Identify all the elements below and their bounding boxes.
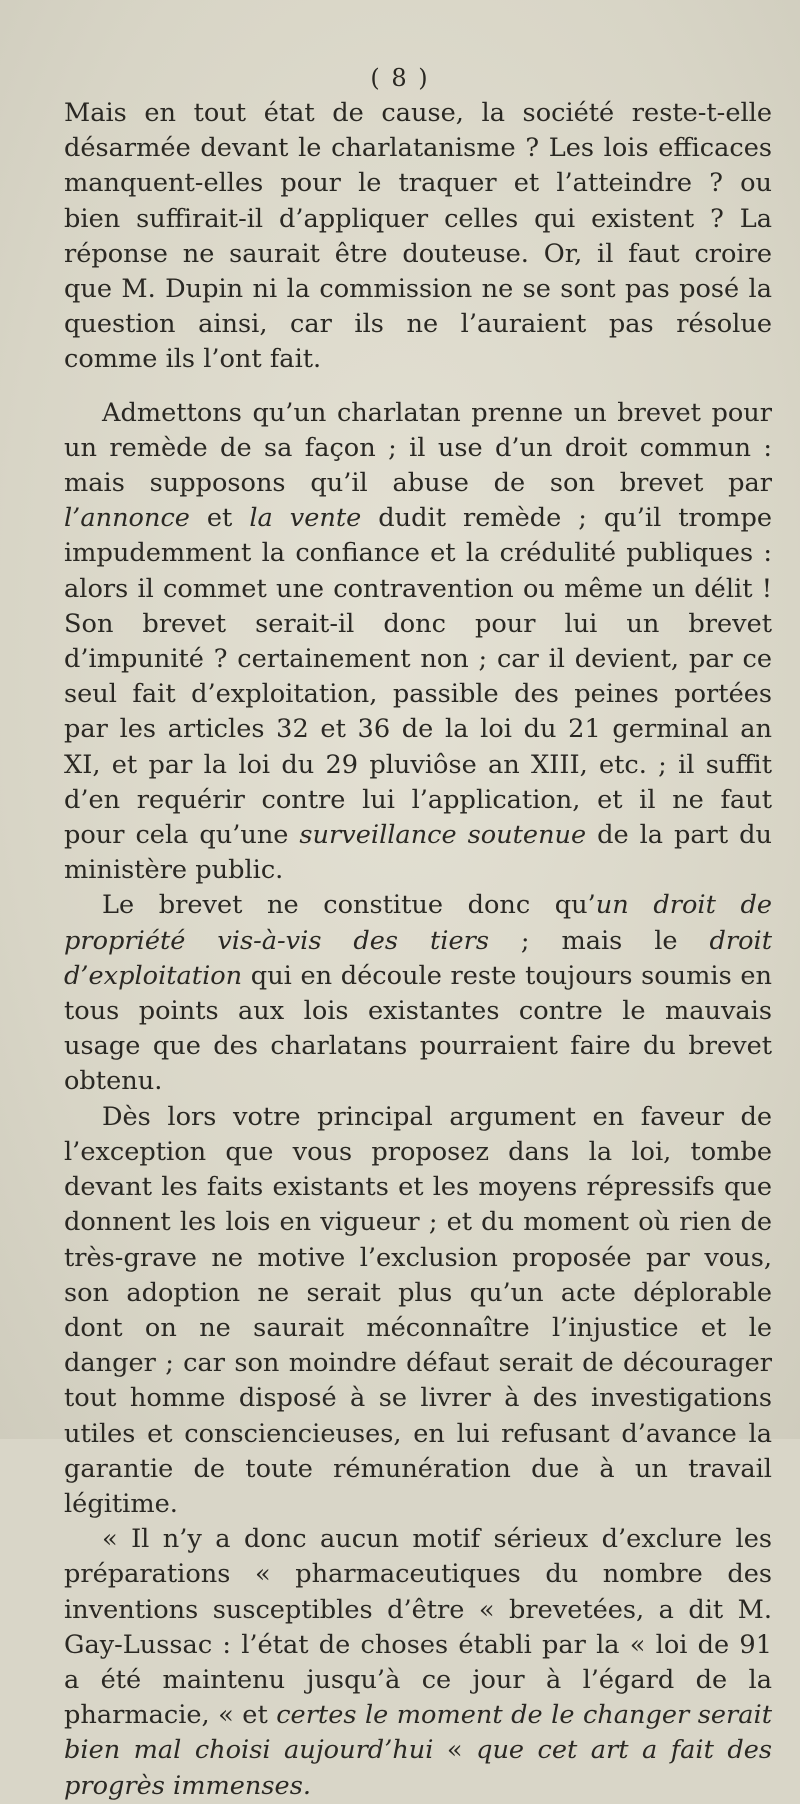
italic-run: la vente <box>249 503 362 534</box>
paragraph <box>64 1522 772 1804</box>
text-run: qui en découle reste toujours soumis en tous points aux lois existantes contre le mauvais usage que des charlatans pourraient faire du brevet obtenu. <box>64 960 772 1097</box>
text-run: ; mais le <box>488 925 710 956</box>
text-run: Dès lors votre principal argument en faveur de l’exception que vous proposez dans la loi, tombe devant les faits existants et les moyens répressifs que donnent les lois en vigueur ; et du moment où rien de très-grave ne motive l’exclusion proposée par vous, son adoption ne serait plus qu’un acte déplorable dont on ne saurait méconnaître l’injustice et le danger ; car son moindre défaut serait de décourager tout homme disposé à se livrer à des investigations utiles et consciencieuses, en lui refusant d’avance la garantie de toute rémunération due à un travail légitime. <box>64 1101 772 1519</box>
paragraph-gap <box>64 378 772 396</box>
italic-run: un droit de propriété vis-à-vis des tiers <box>64 890 772 956</box>
text-run: Mais en tout état de cause, la société reste-t-elle désarmée devant le charlatanisme ? Les lois efficaces manquent-elles pour le traquer et l’atteindre ? ou bien suffirait-il d’appliquer celles qui existent ? La réponse ne saurait être douteuse. Or, il faut croire que M. Dupin ni la commission ne se sont pas posé la question ainsi, car ils ne l’auraient pas résolue comme ils l’ont fait. <box>64 98 772 375</box>
text-run: Le brevet ne constitue donc qu’ <box>102 890 596 921</box>
italic-run: certes le moment de le changer serait bien mal choisi aujourd’hui <box>64 1700 772 1766</box>
italic-run: l’annonce <box>64 503 190 534</box>
text-run: « Il n’y a donc aucun motif sérieux d’exclure les préparations « pharmaceutiques du nombre des inventions susceptibles d’être « brevetées, a dit M. Gay-Lussac : l’état de choses établi par la « loi de 91 a été maintenu jusqu’à ce jour à l’égard de la pharmacie, « et <box>64 1524 772 1731</box>
page-number: ( 8 ) <box>370 64 430 92</box>
paragraph <box>64 96 772 378</box>
italic-run: surveillance soutenue <box>299 820 587 851</box>
text-run: de la part du ministère public. <box>64 820 772 886</box>
paragraph <box>64 396 772 889</box>
text-run: dudit remède ; qu’il trompe impudemment la confiance et la crédulité publiques : alors il commet une contravention ou même un délit ! Son brevet serait-il donc pour lui un brevet d’impunité ? certainement non ; car il devient, par ce seul fait d’exploitation, passible des peines portées par les articles 32 et 36 de la loi du 21 germinal an XI, et par la loi du 29 pluviôse an XIII, etc. ; il suffit d’en requérir contre lui l’application, et il ne faut pour cela qu’une <box>64 503 772 851</box>
italic-run: droit d’exploitation <box>64 925 772 991</box>
text-run: et <box>189 503 250 534</box>
text-run: « <box>433 1735 477 1766</box>
paragraph <box>64 1100 772 1522</box>
text-run: Admettons qu’un charlatan prenne un brevet pour un remède de sa façon ; il use d’un droit commun : mais supposons qu’il abuse de son brevet par <box>64 397 772 499</box>
italic-run: que cet art a fait des progrès immenses. <box>64 1735 773 1801</box>
body-text <box>64 96 772 1804</box>
paragraph <box>64 888 772 1099</box>
